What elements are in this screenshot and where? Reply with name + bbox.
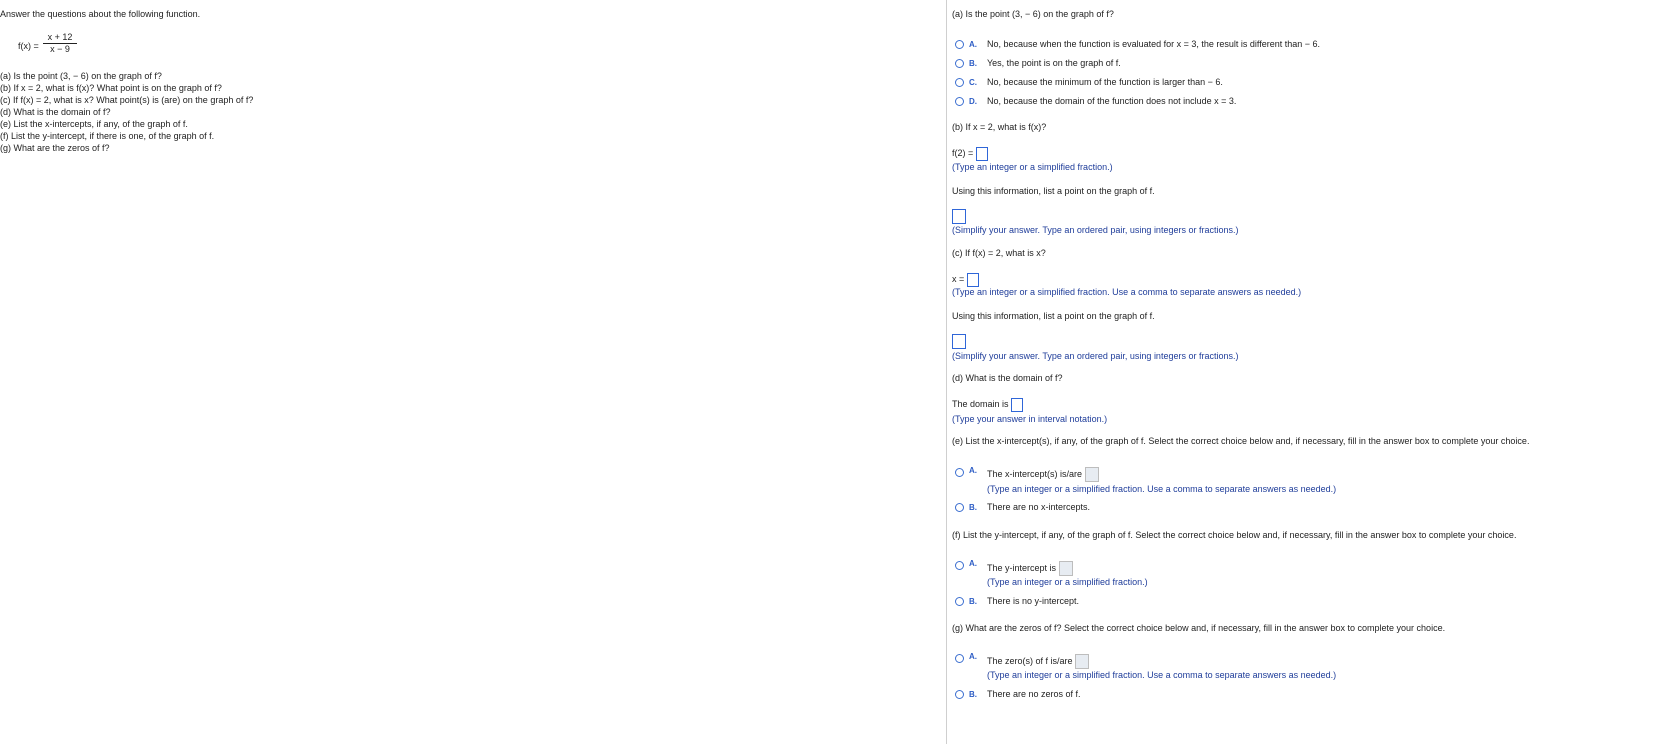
part-b-answer-box[interactable]: [976, 147, 988, 161]
part-c-label: x =: [952, 274, 965, 284]
part-b-hint: (Type an integer or a simplified fraction.): [952, 162, 1113, 172]
part-e-hint: (Type an integer or a simplified fraction. Use a comma to separate answers as needed.): [987, 484, 1337, 494]
part-c-answer-box[interactable]: [967, 273, 979, 287]
question-list-item: (g) What are the zeros of f?: [0, 143, 110, 153]
part-a-choice-c-radio[interactable]: [955, 78, 964, 87]
question-list-item: (a) Is the point (3, − 6) on the graph of f?: [0, 71, 162, 81]
question-list-item: (c) If f(x) = 2, what is x? What point(s) is (are) on the graph of f?: [0, 95, 254, 105]
part-f-choice-b-text[interactable]: There is no y-intercept.: [987, 596, 1080, 606]
question-list-item: (f) List the y-intercept, if there is one, of the graph of f.: [0, 131, 215, 141]
part-b-point-answer-box[interactable]: [952, 209, 966, 224]
part-c-using-info: Using this information, list a point on the graph of f.: [952, 311, 1155, 321]
part-a-choice-a-text[interactable]: No, because when the function is evaluated for x = 3, the result is different than − 6.: [987, 39, 1321, 49]
numerator: x + 12: [47, 32, 73, 42]
part-a-choice-d-radio[interactable]: [955, 97, 964, 106]
choice-letter: B.: [969, 503, 977, 512]
part-c-point-row: [952, 334, 966, 349]
part-f-answer-box[interactable]: [1059, 561, 1073, 576]
denominator: x − 9: [50, 44, 70, 54]
part-e-choice-b-text[interactable]: There are no x-intercepts.: [987, 502, 1091, 512]
function-label: f(x) =: [18, 41, 39, 51]
choice-letter: B.: [969, 690, 977, 699]
part-f-choice-b-radio[interactable]: [955, 597, 964, 606]
part-b-point-row: [952, 209, 966, 224]
choice-letter: B.: [969, 59, 977, 68]
question-list-item: (d) What is the domain of f?: [0, 107, 111, 117]
part-c-question: (c) If f(x) = 2, what is x?: [952, 248, 1046, 258]
part-e-question: (e) List the x-intercept(s), if any, of the graph of f. Select the correct choice below and, if necessary, fill in the answer box to complete your choice.: [952, 436, 1530, 446]
function-fraction: [43, 32, 77, 55]
part-c-point-answer-box[interactable]: [952, 334, 966, 349]
part-a-question: (a) Is the point (3, − 6) on the graph of f?: [952, 9, 1114, 19]
part-g-choice-a-radio[interactable]: [955, 654, 964, 663]
part-d-hint: (Type your answer in interval notation.): [952, 414, 1108, 424]
choice-letter: B.: [969, 597, 977, 606]
part-g-choice-b-radio[interactable]: [955, 690, 964, 699]
part-b-using-info: Using this information, list a point on the graph of f.: [952, 186, 1155, 196]
part-b-point-hint: (Simplify your answer. Type an ordered pair, using integers or fractions.): [952, 225, 1239, 235]
part-g-hint: (Type an integer or a simplified fraction. Use a comma to separate answers as needed.): [987, 670, 1337, 680]
part-e-choice-a-row: [987, 467, 1099, 482]
part-g-choice-b-text[interactable]: There are no zeros of f.: [987, 689, 1081, 699]
part-d-answer-box[interactable]: [1011, 398, 1023, 412]
choice-letter: C.: [969, 78, 977, 87]
part-a-choice-b-text[interactable]: Yes, the point is on the graph of f.: [987, 58, 1121, 68]
choice-letter: A.: [969, 466, 977, 475]
intro-text: Answer the questions about the following function.: [0, 9, 201, 19]
part-g-choice-a-text[interactable]: The zero(s) of f is/are: [987, 656, 1073, 666]
answer-panel: [947, 0, 1655, 744]
part-f-choice-a-text[interactable]: The y-intercept is: [987, 563, 1057, 573]
question-list-item: (e) List the x-intercepts, if any, of the graph of f.: [0, 119, 188, 129]
question-list-item: (b) If x = 2, what is f(x)? What point is on the graph of f?: [0, 83, 222, 93]
part-e-choice-a-text[interactable]: The x-intercept(s) is/are: [987, 469, 1083, 479]
part-b-answer-row: [952, 146, 988, 161]
part-f-choice-a-radio[interactable]: [955, 561, 964, 570]
part-f-question: (f) List the y-intercept, if any, of the graph of f. Select the correct choice below and, if necessary, fill in the answer box to complete your choice.: [952, 530, 1517, 540]
choice-letter: D.: [969, 97, 977, 106]
part-b-question: (b) If x = 2, what is f(x)?: [952, 122, 1047, 132]
part-f-choice-a-row: [987, 561, 1073, 576]
part-c-hint: (Type an integer or a simplified fraction. Use a comma to separate answers as needed.): [952, 287, 1302, 297]
part-g-choice-a-row: [987, 654, 1089, 669]
choice-letter: A.: [969, 40, 977, 49]
part-e-answer-box[interactable]: [1085, 467, 1099, 482]
part-d-label: The domain is: [952, 399, 1009, 409]
part-f-hint: (Type an integer or a simplified fraction.): [987, 577, 1148, 587]
part-g-answer-box[interactable]: [1075, 654, 1089, 669]
part-d-question: (d) What is the domain of f?: [952, 373, 1063, 383]
part-a-choice-a-radio[interactable]: [955, 40, 964, 49]
part-c-point-hint: (Simplify your answer. Type an ordered pair, using integers or fractions.): [952, 351, 1239, 361]
part-g-question: (g) What are the zeros of f? Select the correct choice below and, if necessary, fill in the answer box to complete your choice.: [952, 623, 1446, 633]
part-d-answer-row: [952, 397, 1023, 412]
part-e-choice-b-radio[interactable]: [955, 503, 964, 512]
part-a-choice-c-text[interactable]: No, because the minimum of the function is larger than − 6.: [987, 77, 1223, 87]
part-e-choice-a-radio[interactable]: [955, 468, 964, 477]
part-a-choice-b-radio[interactable]: [955, 59, 964, 68]
part-a-choice-d-text[interactable]: No, because the domain of the function does not include x = 3.: [987, 96, 1237, 106]
choice-letter: A.: [969, 559, 977, 568]
choice-letter: A.: [969, 652, 977, 661]
part-c-answer-row: [952, 272, 979, 287]
part-b-label: f(2) =: [952, 148, 974, 158]
